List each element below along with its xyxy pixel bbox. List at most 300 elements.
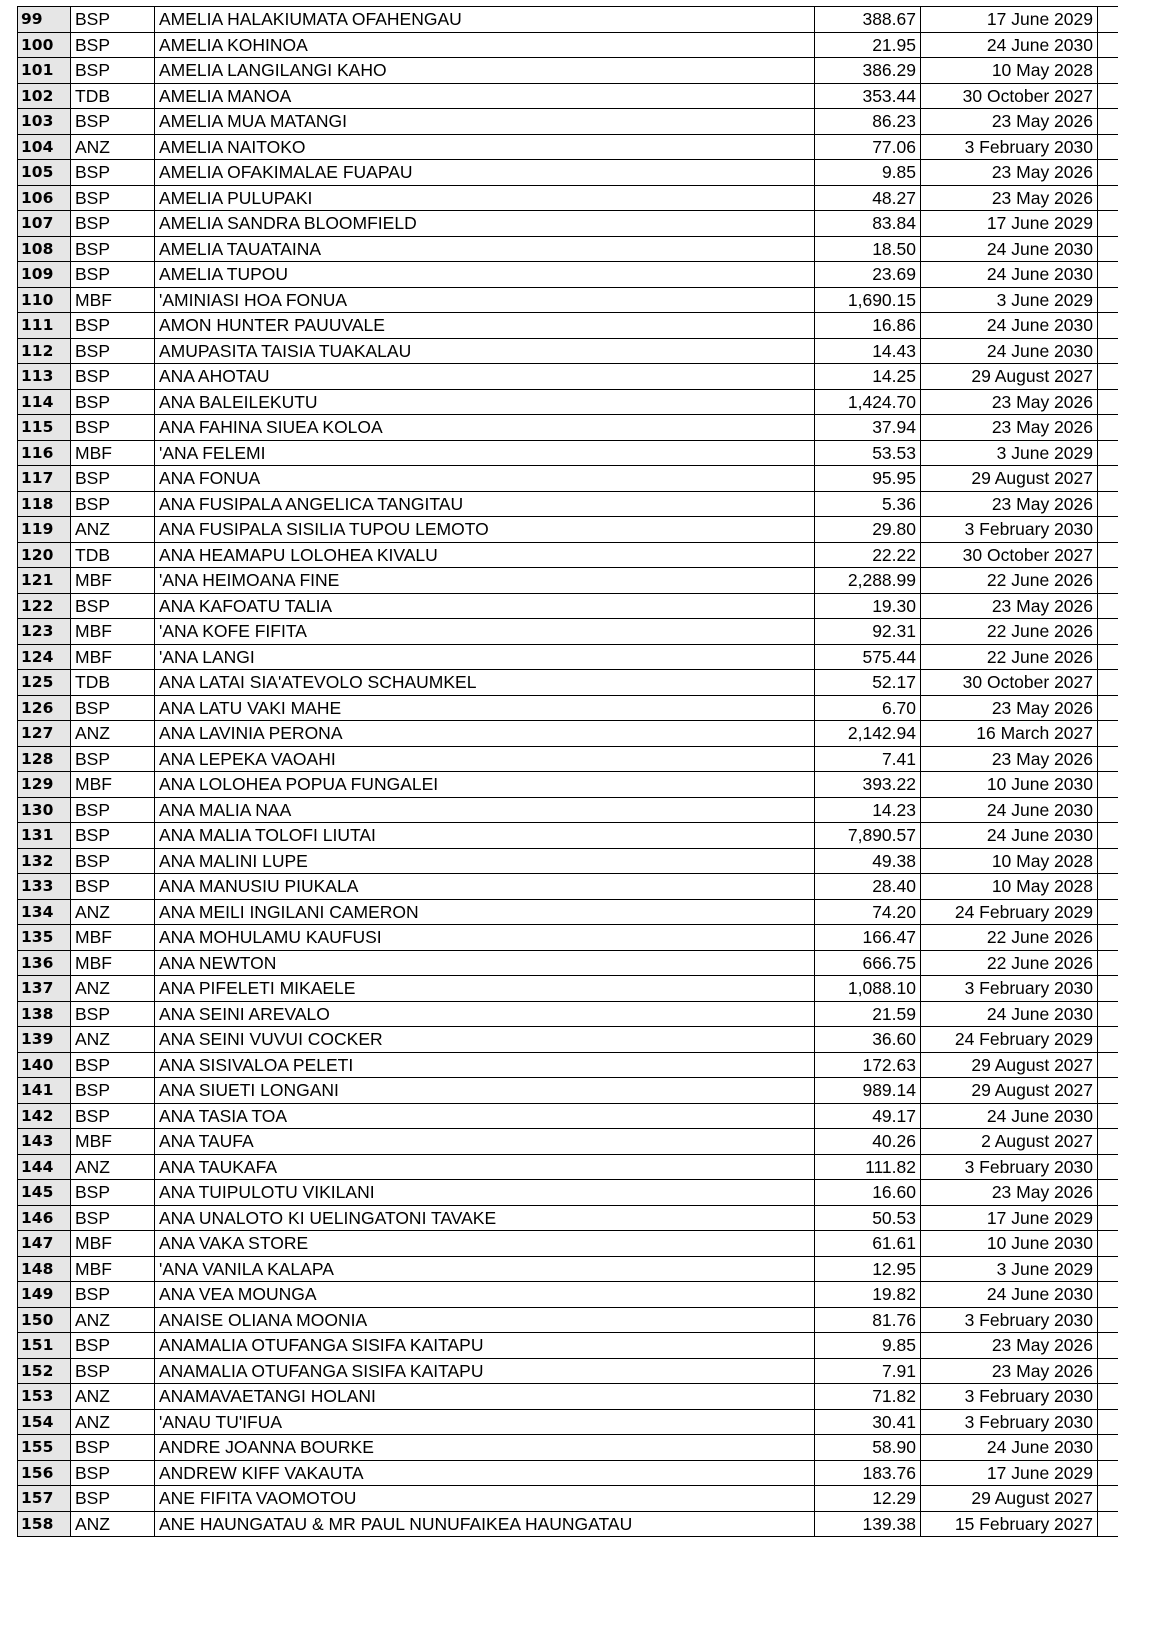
bank-cell: MBF — [71, 568, 155, 594]
amount-cell: 30.41 — [815, 1409, 921, 1435]
date-cell: 10 May 2028 — [921, 874, 1098, 900]
clipped-column-cell — [1098, 1205, 1118, 1231]
row-number-cell: 124 — [18, 644, 71, 670]
table-row — [18, 364, 1118, 390]
row-number-cell: 156 — [18, 1460, 71, 1486]
name-cell: ANAMALIA OTUFANGA SISIFA KAITAPU — [155, 1333, 815, 1359]
clipped-column-cell — [1098, 1409, 1118, 1435]
date-cell: 22 June 2026 — [921, 619, 1098, 645]
row-number-cell: 154 — [18, 1409, 71, 1435]
name-cell: ANA SEINI AREVALO — [155, 1001, 815, 1027]
name-cell: ANA SIUETI LONGANI — [155, 1078, 815, 1104]
table-row — [18, 1001, 1118, 1027]
amount-cell: 666.75 — [815, 950, 921, 976]
amount-cell: 86.23 — [815, 109, 921, 135]
date-cell: 24 June 2030 — [921, 236, 1098, 262]
date-cell: 3 February 2030 — [921, 1154, 1098, 1180]
clipped-column-cell — [1098, 925, 1118, 951]
row-number-cell: 140 — [18, 1052, 71, 1078]
clipped-column-cell — [1098, 619, 1118, 645]
amount-cell: 989.14 — [815, 1078, 921, 1104]
name-cell: AMELIA KOHINOA — [155, 32, 815, 58]
table-row — [18, 109, 1118, 135]
amount-cell: 23.69 — [815, 262, 921, 288]
bank-cell: ANZ — [71, 134, 155, 160]
date-cell: 10 May 2028 — [921, 848, 1098, 874]
bank-cell: MBF — [71, 772, 155, 798]
date-cell: 17 June 2029 — [921, 1460, 1098, 1486]
date-cell: 24 June 2030 — [921, 1435, 1098, 1461]
clipped-column-cell — [1098, 1154, 1118, 1180]
table-row — [18, 568, 1118, 594]
row-number-cell: 142 — [18, 1103, 71, 1129]
amount-cell: 16.86 — [815, 313, 921, 339]
row-number-cell: 145 — [18, 1180, 71, 1206]
date-cell: 3 February 2030 — [921, 1384, 1098, 1410]
name-cell: ANA SEINI VUVUI COCKER — [155, 1027, 815, 1053]
amount-cell: 48.27 — [815, 185, 921, 211]
bank-cell: BSP — [71, 389, 155, 415]
table-row — [18, 134, 1118, 160]
bank-cell: BSP — [71, 1205, 155, 1231]
bank-cell: BSP — [71, 364, 155, 390]
clipped-column-cell — [1098, 364, 1118, 390]
bank-cell: BSP — [71, 1180, 155, 1206]
table-row — [18, 619, 1118, 645]
row-number-cell: 144 — [18, 1154, 71, 1180]
clipped-column-cell — [1098, 1256, 1118, 1282]
table-row — [18, 746, 1118, 772]
clipped-column-cell — [1098, 32, 1118, 58]
date-cell: 17 June 2029 — [921, 7, 1098, 33]
name-cell: AMUPASITA TAISIA TUAKALAU — [155, 338, 815, 364]
clipped-column-cell — [1098, 670, 1118, 696]
clipped-column-cell — [1098, 415, 1118, 441]
date-cell: 24 June 2030 — [921, 823, 1098, 849]
amount-cell: 36.60 — [815, 1027, 921, 1053]
name-cell: ANE FIFITA VAOMOTOU — [155, 1486, 815, 1512]
table-row — [18, 1282, 1118, 1308]
row-number-cell: 137 — [18, 976, 71, 1002]
date-cell: 24 June 2030 — [921, 338, 1098, 364]
name-cell: ANA FUSIPALA SISILIA TUPOU LEMOTO — [155, 517, 815, 543]
row-number-cell: 134 — [18, 899, 71, 925]
bank-cell: BSP — [71, 313, 155, 339]
clipped-column-cell — [1098, 1435, 1118, 1461]
name-cell: ANA BALEILEKUTU — [155, 389, 815, 415]
amount-cell: 22.22 — [815, 542, 921, 568]
row-number-cell: 122 — [18, 593, 71, 619]
row-number-cell: 101 — [18, 58, 71, 84]
bank-cell: BSP — [71, 797, 155, 823]
name-cell: ANA UNALOTO KI UELINGATONI TAVAKE — [155, 1205, 815, 1231]
table-row — [18, 1129, 1118, 1155]
clipped-column-cell — [1098, 1307, 1118, 1333]
row-number-cell: 141 — [18, 1078, 71, 1104]
table-row — [18, 236, 1118, 262]
clipped-column-cell — [1098, 593, 1118, 619]
bank-cell: BSP — [71, 1435, 155, 1461]
name-cell: AMELIA MUA MATANGI — [155, 109, 815, 135]
bank-cell: BSP — [71, 491, 155, 517]
row-number-cell: 119 — [18, 517, 71, 543]
clipped-column-cell — [1098, 7, 1118, 33]
amount-cell: 7,890.57 — [815, 823, 921, 849]
date-cell: 23 May 2026 — [921, 389, 1098, 415]
amount-cell: 14.23 — [815, 797, 921, 823]
date-cell: 22 June 2026 — [921, 950, 1098, 976]
table-row — [18, 1460, 1118, 1486]
amount-cell: 14.43 — [815, 338, 921, 364]
clipped-column-cell — [1098, 976, 1118, 1002]
bank-cell: BSP — [71, 1282, 155, 1308]
table-row — [18, 899, 1118, 925]
amount-cell: 166.47 — [815, 925, 921, 951]
name-cell: ANDRE JOANNA BOURKE — [155, 1435, 815, 1461]
date-cell: 22 June 2026 — [921, 644, 1098, 670]
name-cell: 'ANA FELEMI — [155, 440, 815, 466]
amount-cell: 19.82 — [815, 1282, 921, 1308]
clipped-column-cell — [1098, 1027, 1118, 1053]
table-row — [18, 823, 1118, 849]
name-cell: ANAMALIA OTUFANGA SISIFA KAITAPU — [155, 1358, 815, 1384]
date-cell: 23 May 2026 — [921, 415, 1098, 441]
name-cell: AMELIA MANOA — [155, 83, 815, 109]
row-number-cell: 121 — [18, 568, 71, 594]
clipped-column-cell — [1098, 746, 1118, 772]
table-row — [18, 32, 1118, 58]
date-cell: 23 May 2026 — [921, 695, 1098, 721]
row-number-cell: 146 — [18, 1205, 71, 1231]
date-cell: 10 May 2028 — [921, 58, 1098, 84]
table-row — [18, 542, 1118, 568]
name-cell: 'ANAU TU'IFUA — [155, 1409, 815, 1435]
name-cell: AMELIA LANGILANGI KAHO — [155, 58, 815, 84]
table-row — [18, 1154, 1118, 1180]
row-number-cell: 148 — [18, 1256, 71, 1282]
name-cell: ANA VAKA STORE — [155, 1231, 815, 1257]
name-cell: AMELIA TUPOU — [155, 262, 815, 288]
name-cell: ANAISE OLIANA MOONIA — [155, 1307, 815, 1333]
row-number-cell: 112 — [18, 338, 71, 364]
name-cell: 'ANA VANILA KALAPA — [155, 1256, 815, 1282]
clipped-column-cell — [1098, 721, 1118, 747]
amount-cell: 61.61 — [815, 1231, 921, 1257]
amount-cell: 92.31 — [815, 619, 921, 645]
table-row — [18, 797, 1118, 823]
bank-cell: BSP — [71, 109, 155, 135]
bank-cell: BSP — [71, 466, 155, 492]
amount-cell: 37.94 — [815, 415, 921, 441]
bank-cell: BSP — [71, 236, 155, 262]
clipped-column-cell — [1098, 1078, 1118, 1104]
row-number-cell: 113 — [18, 364, 71, 390]
name-cell: ANA TASIA TOA — [155, 1103, 815, 1129]
row-number-cell: 106 — [18, 185, 71, 211]
amount-cell: 50.53 — [815, 1205, 921, 1231]
name-cell: ANA MALIA NAA — [155, 797, 815, 823]
amount-cell: 29.80 — [815, 517, 921, 543]
name-cell: ANA TAUKAFA — [155, 1154, 815, 1180]
row-number-cell: 111 — [18, 313, 71, 339]
clipped-column-cell — [1098, 823, 1118, 849]
bank-cell: ANZ — [71, 1154, 155, 1180]
bank-cell: ANZ — [71, 1027, 155, 1053]
clipped-column-cell — [1098, 644, 1118, 670]
bank-cell: BSP — [71, 593, 155, 619]
date-cell: 29 August 2027 — [921, 1078, 1098, 1104]
bank-cell: ANZ — [71, 1511, 155, 1537]
row-number-cell: 149 — [18, 1282, 71, 1308]
name-cell: AMELIA NAITOKO — [155, 134, 815, 160]
name-cell: ANA VEA MOUNGA — [155, 1282, 815, 1308]
amount-cell: 52.17 — [815, 670, 921, 696]
table-row — [18, 1486, 1118, 1512]
table-row — [18, 58, 1118, 84]
date-cell: 2 August 2027 — [921, 1129, 1098, 1155]
row-number-cell: 127 — [18, 721, 71, 747]
bank-cell: BSP — [71, 1052, 155, 1078]
row-number-cell: 117 — [18, 466, 71, 492]
table-row — [18, 415, 1118, 441]
table-row — [18, 7, 1118, 33]
date-cell: 24 June 2030 — [921, 313, 1098, 339]
clipped-column-cell — [1098, 134, 1118, 160]
date-cell: 23 May 2026 — [921, 160, 1098, 186]
bank-cell: BSP — [71, 58, 155, 84]
name-cell: ANA LEPEKA VAOAHI — [155, 746, 815, 772]
date-cell: 23 May 2026 — [921, 593, 1098, 619]
clipped-column-cell — [1098, 1333, 1118, 1359]
row-number-cell: 104 — [18, 134, 71, 160]
table-row — [18, 1333, 1118, 1359]
date-cell: 10 June 2030 — [921, 1231, 1098, 1257]
amount-cell: 7.41 — [815, 746, 921, 772]
table-row — [18, 1256, 1118, 1282]
amount-cell: 172.63 — [815, 1052, 921, 1078]
clipped-column-cell — [1098, 772, 1118, 798]
clipped-column-cell — [1098, 287, 1118, 313]
date-cell: 3 February 2030 — [921, 1307, 1098, 1333]
bank-cell: ANZ — [71, 976, 155, 1002]
name-cell: ANA SISIVALOA PELETI — [155, 1052, 815, 1078]
name-cell: AMELIA PULUPAKI — [155, 185, 815, 211]
amount-cell: 386.29 — [815, 58, 921, 84]
table-row — [18, 976, 1118, 1002]
amount-cell: 49.38 — [815, 848, 921, 874]
amount-cell: 575.44 — [815, 644, 921, 670]
amount-cell: 40.26 — [815, 1129, 921, 1155]
table-row — [18, 721, 1118, 747]
name-cell: ANA HEAMAPU LOLOHEA KIVALU — [155, 542, 815, 568]
name-cell: ANA LATAI SIA'ATEVOLO SCHAUMKEL — [155, 670, 815, 696]
clipped-column-cell — [1098, 568, 1118, 594]
table-row — [18, 466, 1118, 492]
amount-cell: 2,142.94 — [815, 721, 921, 747]
clipped-column-cell — [1098, 950, 1118, 976]
table-row — [18, 1205, 1118, 1231]
row-number-cell: 157 — [18, 1486, 71, 1512]
row-number-cell: 147 — [18, 1231, 71, 1257]
date-cell: 3 June 2029 — [921, 1256, 1098, 1282]
amount-cell: 2,288.99 — [815, 568, 921, 594]
row-number-cell: 116 — [18, 440, 71, 466]
bank-cell: ANZ — [71, 1409, 155, 1435]
amount-cell: 9.85 — [815, 1333, 921, 1359]
bank-cell: BSP — [71, 1486, 155, 1512]
amount-cell: 139.38 — [815, 1511, 921, 1537]
name-cell: ANA NEWTON — [155, 950, 815, 976]
row-number-cell: 109 — [18, 262, 71, 288]
table-row — [18, 185, 1118, 211]
name-cell: AMELIA OFAKIMALAE FUAPAU — [155, 160, 815, 186]
row-number-cell: 132 — [18, 848, 71, 874]
amount-cell: 58.90 — [815, 1435, 921, 1461]
name-cell: ANA FUSIPALA ANGELICA TANGITAU — [155, 491, 815, 517]
table-row — [18, 440, 1118, 466]
bank-cell: BSP — [71, 211, 155, 237]
name-cell: ANA LATU VAKI MAHE — [155, 695, 815, 721]
name-cell: ANE HAUNGATAU & MR PAUL NUNUFAIKEA HAUNGATAU — [155, 1511, 815, 1537]
amount-cell: 393.22 — [815, 772, 921, 798]
bank-cell: MBF — [71, 1231, 155, 1257]
row-number-cell: 128 — [18, 746, 71, 772]
bank-cell: BSP — [71, 338, 155, 364]
name-cell: ANA MALIA TOLOFI LIUTAI — [155, 823, 815, 849]
name-cell: ANA KAFOATU TALIA — [155, 593, 815, 619]
date-cell: 29 August 2027 — [921, 1486, 1098, 1512]
bank-cell: BSP — [71, 1460, 155, 1486]
bank-cell: ANZ — [71, 1307, 155, 1333]
name-cell: ANA TAUFA — [155, 1129, 815, 1155]
name-cell: ANA FAHINA SIUEA KOLOA — [155, 415, 815, 441]
bank-cell: BSP — [71, 1078, 155, 1104]
bank-cell: BSP — [71, 160, 155, 186]
clipped-column-cell — [1098, 58, 1118, 84]
bank-cell: ANZ — [71, 517, 155, 543]
amount-cell: 6.70 — [815, 695, 921, 721]
bank-cell: BSP — [71, 1001, 155, 1027]
date-cell: 29 August 2027 — [921, 466, 1098, 492]
date-cell: 23 May 2026 — [921, 109, 1098, 135]
date-cell: 24 June 2030 — [921, 1001, 1098, 1027]
name-cell: ANAMAVAETANGI HOLANI — [155, 1384, 815, 1410]
name-cell: 'ANA KOFE FIFITA — [155, 619, 815, 645]
row-number-cell: 108 — [18, 236, 71, 262]
table-row — [18, 491, 1118, 517]
bank-cell: BSP — [71, 1358, 155, 1384]
row-number-cell: 99 — [18, 7, 71, 33]
row-number-cell: 123 — [18, 619, 71, 645]
date-cell: 3 June 2029 — [921, 440, 1098, 466]
table-row — [18, 160, 1118, 186]
date-cell: 23 May 2026 — [921, 185, 1098, 211]
date-cell: 23 May 2026 — [921, 746, 1098, 772]
clipped-column-cell — [1098, 1358, 1118, 1384]
row-number-cell: 110 — [18, 287, 71, 313]
bank-cell: BSP — [71, 1103, 155, 1129]
clipped-column-cell — [1098, 1486, 1118, 1512]
table-row — [18, 1231, 1118, 1257]
table-row — [18, 389, 1118, 415]
amount-cell: 1,424.70 — [815, 389, 921, 415]
name-cell: ANA LOLOHEA POPUA FUNGALEI — [155, 772, 815, 798]
amount-cell: 95.95 — [815, 466, 921, 492]
row-number-cell: 155 — [18, 1435, 71, 1461]
bank-cell: BSP — [71, 848, 155, 874]
date-cell: 23 May 2026 — [921, 1358, 1098, 1384]
table-row — [18, 262, 1118, 288]
table-row — [18, 1307, 1118, 1333]
bank-cell: BSP — [71, 874, 155, 900]
name-cell: ANA PIFELETI MIKAELE — [155, 976, 815, 1002]
date-cell: 22 June 2026 — [921, 925, 1098, 951]
amount-cell: 111.82 — [815, 1154, 921, 1180]
bank-cell: MBF — [71, 644, 155, 670]
bank-cell: TDB — [71, 670, 155, 696]
table-row — [18, 848, 1118, 874]
bank-cell: MBF — [71, 619, 155, 645]
table-row — [18, 83, 1118, 109]
clipped-column-cell — [1098, 1180, 1118, 1206]
clipped-column-cell — [1098, 262, 1118, 288]
date-cell: 23 May 2026 — [921, 1333, 1098, 1359]
amount-cell: 14.25 — [815, 364, 921, 390]
name-cell: AMELIA TAUATAINA — [155, 236, 815, 262]
clipped-column-cell — [1098, 1511, 1118, 1537]
name-cell: AMON HUNTER PAUUVALE — [155, 313, 815, 339]
date-cell: 23 May 2026 — [921, 1180, 1098, 1206]
bank-cell: ANZ — [71, 721, 155, 747]
row-number-cell: 105 — [18, 160, 71, 186]
name-cell: 'ANA HEIMOANA FINE — [155, 568, 815, 594]
row-number-cell: 133 — [18, 874, 71, 900]
table-row — [18, 517, 1118, 543]
amount-cell: 1,690.15 — [815, 287, 921, 313]
date-cell: 24 June 2030 — [921, 32, 1098, 58]
row-number-cell: 131 — [18, 823, 71, 849]
bank-cell: BSP — [71, 415, 155, 441]
bank-cell: ANZ — [71, 899, 155, 925]
table-row — [18, 1027, 1118, 1053]
clipped-column-cell — [1098, 1282, 1118, 1308]
clipped-column-cell — [1098, 1052, 1118, 1078]
bank-cell: ANZ — [71, 1384, 155, 1410]
date-cell: 24 June 2030 — [921, 797, 1098, 823]
amount-cell: 28.40 — [815, 874, 921, 900]
amount-cell: 388.67 — [815, 7, 921, 33]
row-number-cell: 158 — [18, 1511, 71, 1537]
date-cell: 16 March 2027 — [921, 721, 1098, 747]
clipped-column-cell — [1098, 797, 1118, 823]
name-cell: ANA MEILI INGILANI CAMERON — [155, 899, 815, 925]
clipped-column-cell — [1098, 1384, 1118, 1410]
table-row — [18, 211, 1118, 237]
amount-cell: 21.95 — [815, 32, 921, 58]
amount-cell: 183.76 — [815, 1460, 921, 1486]
clipped-column-cell — [1098, 542, 1118, 568]
date-cell: 17 June 2029 — [921, 211, 1098, 237]
bank-cell: BSP — [71, 185, 155, 211]
date-cell: 24 June 2030 — [921, 1282, 1098, 1308]
row-number-cell: 118 — [18, 491, 71, 517]
clipped-column-cell — [1098, 211, 1118, 237]
bank-cell: MBF — [71, 925, 155, 951]
row-number-cell: 114 — [18, 389, 71, 415]
date-cell: 29 August 2027 — [921, 1052, 1098, 1078]
date-cell: 22 June 2026 — [921, 568, 1098, 594]
table-row — [18, 1103, 1118, 1129]
